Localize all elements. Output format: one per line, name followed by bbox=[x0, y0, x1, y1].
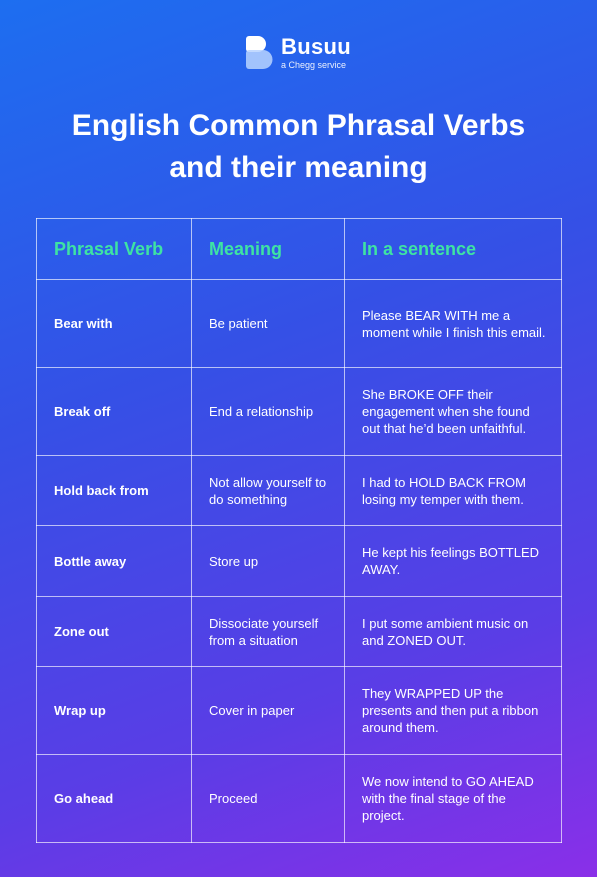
verb-cell: Zone out bbox=[37, 597, 192, 667]
verb-cell: Wrap up bbox=[37, 667, 192, 755]
sentence-cell: He kept his feelings BOTTLED AWAY. bbox=[345, 526, 562, 597]
brand-tagline: a Chegg service bbox=[281, 60, 347, 70]
table-row bbox=[37, 526, 562, 597]
sentence-cell: They WRAPPED UP the presents and then put a ribbon around them. bbox=[345, 667, 562, 755]
verb-cell: Go ahead bbox=[37, 755, 192, 843]
title-line-1: English Common Phrasal Verbs bbox=[71, 109, 526, 142]
verb-cell: Bottle away bbox=[37, 526, 192, 597]
header-phrasal-verb: Phrasal Verb bbox=[37, 219, 192, 280]
meaning-cell: Be patient bbox=[192, 280, 345, 368]
table-header-row bbox=[37, 219, 562, 280]
table-row bbox=[37, 456, 562, 526]
meaning-cell: End a relationship bbox=[192, 368, 345, 456]
brand-logo bbox=[0, 36, 597, 70]
sentence-cell: Please BEAR WITH me a moment while I finish this email. bbox=[345, 280, 562, 368]
sentence-cell: I had to HOLD BACK FROM losing my temper with them. bbox=[345, 456, 562, 526]
table-row bbox=[37, 755, 562, 843]
header-in-a-sentence: In a sentence bbox=[345, 219, 562, 280]
meaning-cell: Store up bbox=[192, 526, 345, 597]
verb-cell: Break off bbox=[37, 368, 192, 456]
verb-cell: Bear with bbox=[37, 280, 192, 368]
sentence-cell: I put some ambient music on and ZONED OUT. bbox=[345, 597, 562, 667]
sentence-cell: We now intend to GO AHEAD with the final stage of the project. bbox=[345, 755, 562, 843]
table-row bbox=[37, 597, 562, 667]
meaning-cell: Proceed bbox=[192, 755, 345, 843]
table-row bbox=[37, 368, 562, 456]
busuu-logo-icon bbox=[246, 36, 273, 70]
meaning-cell: Dissociate yourself from a situation bbox=[192, 597, 345, 667]
header-meaning: Meaning bbox=[192, 219, 345, 280]
phrasal-verbs-table bbox=[36, 218, 562, 843]
page-title bbox=[0, 105, 597, 189]
brand-name: Busuu bbox=[281, 34, 351, 59]
meaning-cell: Not allow yourself to do something bbox=[192, 456, 345, 526]
title-line-2: and their meaning bbox=[169, 151, 428, 184]
table-row bbox=[37, 280, 562, 368]
table-row bbox=[37, 667, 562, 755]
verb-cell: Hold back from bbox=[37, 456, 192, 526]
meaning-cell: Cover in paper bbox=[192, 667, 345, 755]
sentence-cell: She BROKE OFF their engagement when she found out that he’d been unfaithful. bbox=[345, 368, 562, 456]
